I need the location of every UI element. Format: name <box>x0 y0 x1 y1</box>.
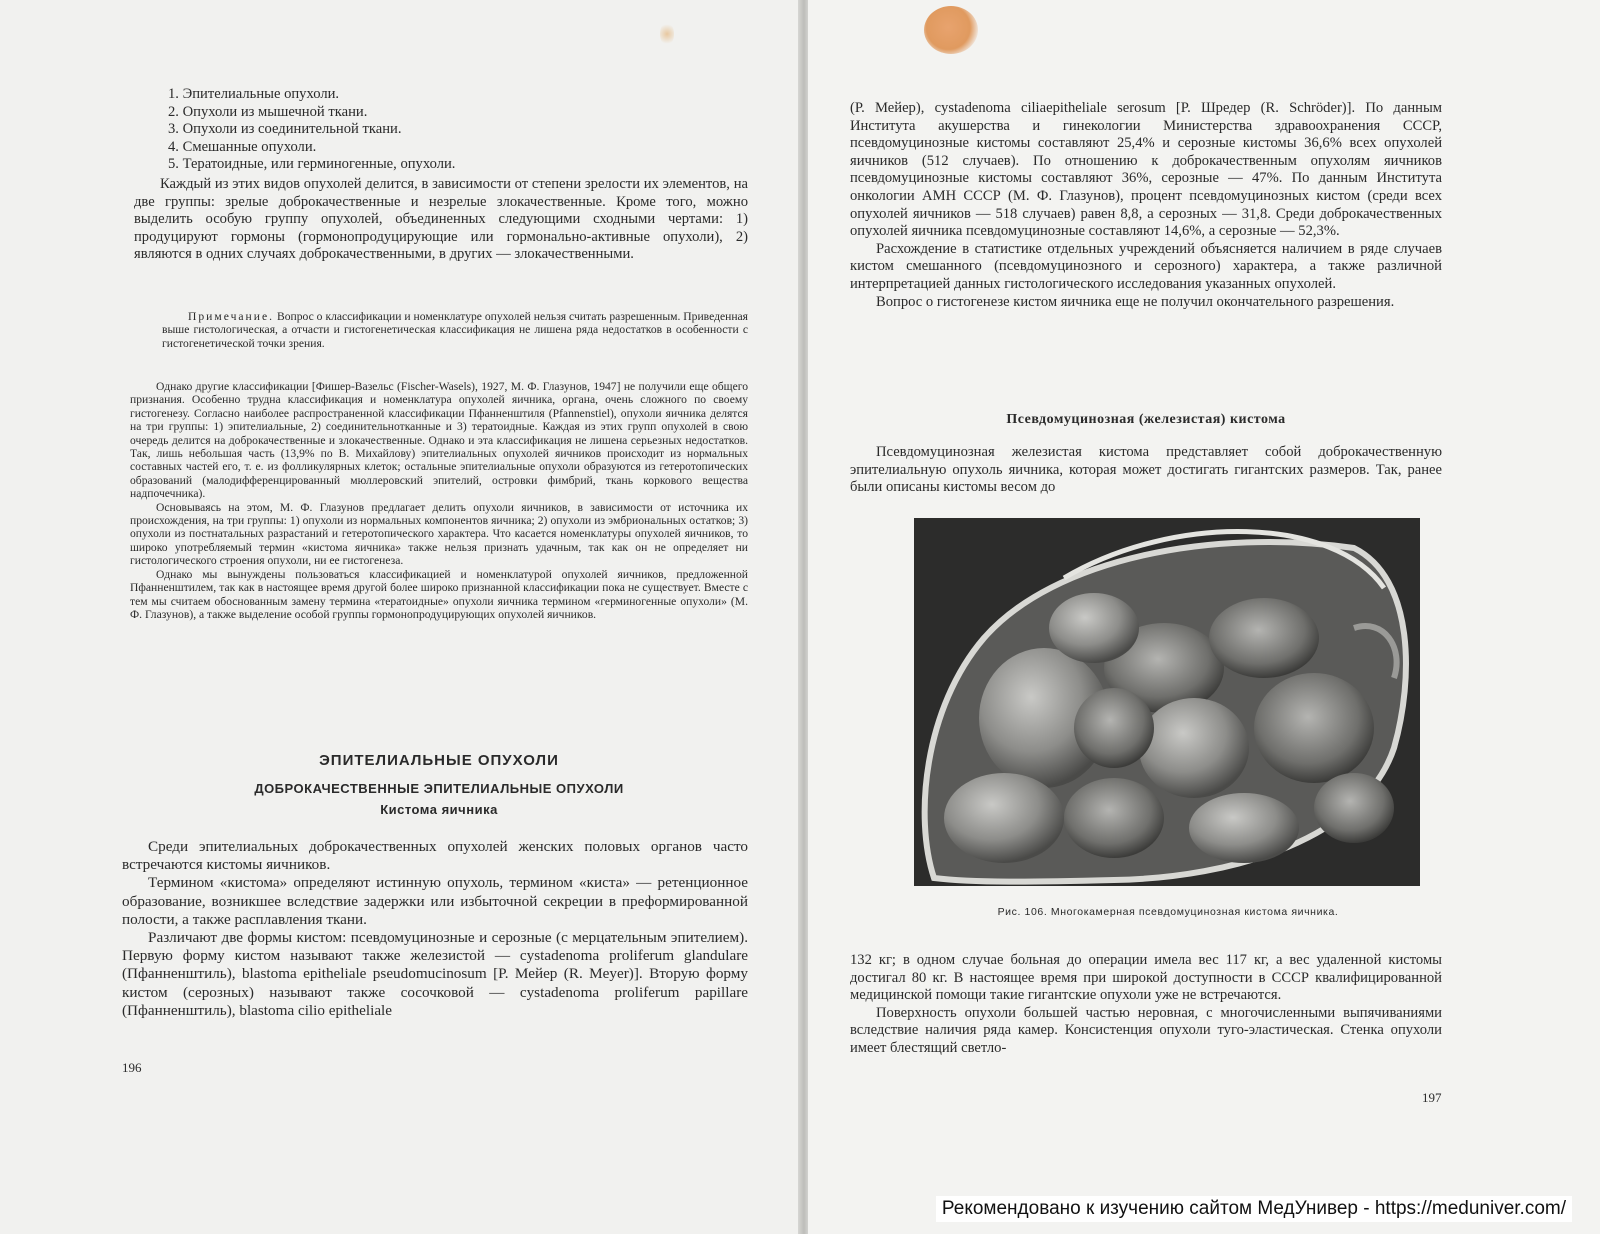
paragraph: Вопрос о гистогенезе кистом яичника еще не получил окончательного разрешения. <box>876 293 1395 310</box>
paragraph: 132 кг; в одном случае больная до операции имела вес 117 кг, а вес удаленной кистомы достигал 80 кг. В настоящее время при широкой доступности в СССР квалифицированной медицинской помощи такие гигантские опухоли уже не встречаются. <box>850 952 1442 1004</box>
paragraph: Различают две формы кистом: псевдомуцинозные и серозные (с мерцательным эпителием). Первую форму кистом называют также железистой — cystadenoma proliferum glandulare (Пфанненштиль), blastoma epitheliale pseudomucinosum [Р. Мейер (R. Meyer)]. Вторую форму кистом (серозных) называют также сосочковой — cystadenoma proliferum papillare (Пфанненштиль), blastoma cilio epitheliale <box>122 929 748 1019</box>
site-watermark: Рекомендовано к изучению сайтом МедУнивер - https://meduniver.com/ <box>936 1196 1572 1222</box>
note-paragraph <box>162 310 748 350</box>
figure-caption: Рис. 106. Многокамерная псевдомуцинозная кистома яичника. <box>997 906 1339 918</box>
paper-blot <box>660 22 674 46</box>
small-paragraph: Основываясь на этом, М. Ф. Глазунов предлагает делить опухоли яичников, в зависимости от источника их происхождения, на три группы: 1) опухоли из нормальных компонентов яичника; 2) опухоли из эмбриональных остатков; 3) опухоли из постнатальных разрастаний и гетеротопического характера. Что касается номенклатуры опухолей яичников, то широко употребляемый термин «кистома яичника» также нельзя признать удачным, так как он не определяет ни гистологического строения опухоли, ни ее гистогенеза. <box>130 500 748 568</box>
section-headings <box>130 752 748 817</box>
paragraph: Каждый из этих видов опухолей делится, в зависимости от степени зрелости их элементов, на две группы: зрелые доброкачественные и незрелые злокачественные. Кроме того, можно выделить особую группу опухолей, объединенных следующими сходными чертами: 1) продуцируют гормоны (гормонопродуцирующие или гормонально-активные опухоли), 2) являются в одних случаях доброкачественными, в других — злокачественными. <box>134 176 748 263</box>
subsection-heading: ДОБРОКАЧЕСТВЕННЫЕ ЭПИТЕЛИАЛЬНЫЕ ОПУХОЛИ <box>254 781 624 796</box>
section-heading: Псевдомуцинозная (железистая) кистома <box>1006 412 1286 427</box>
paragraph: (Р. Мейер), cystadenoma ciliaepitheliale serosum [Р. Шредер (R. Schröder)]. По данным Института акушерства и гинекологии Министерства здравоохранения СССР, псевдомуцинозные кистомы составляют 25,4% и серозные кистомы 36,6% всех опухолей яичников (512 случаев). По отношению к доброкачественным опухолям яичников псевдомуцинозные кистомы составляют 36%, серозные — 47%. По данным Института онкологии АМН СССР (М. Ф. Глазунов), процент псевдомуцинозных кистом (среди всех опухолей яичников — 518 случаев) равен 8,8, а серозных — 31,8. Среди доброкачественных опухолей яичника псевдомуцинозные составляют 14,6%, а серозные — 52,3%. <box>850 100 1442 240</box>
section-heading: ЭПИТЕЛИАЛЬНЫЕ ОПУХОЛИ <box>319 752 559 769</box>
topic-heading: Кистома яичника <box>380 802 498 817</box>
paragraph: Псевдомуцинозная железистая кистома представляет собой доброкачественную эпителиальную опухоль яичника, которая может достигать гигантских размеров. Так, ранее были описаны кистомы весом до <box>850 444 1442 496</box>
list-item: 4. Смешанные опухоли. <box>168 138 317 155</box>
tumor-types-list <box>168 86 748 174</box>
paragraph: Термином «кистома» определяют истинную опухоль, термином «киста» — ретенционное образование, возникшее вследствие задержки или избыточной секреции в преформированной полости, а также расплавления ткани. <box>122 874 748 928</box>
left-body-block <box>122 838 748 1020</box>
list-item: 5. Тератоидные, или герминогенные, опухоли. <box>168 156 456 173</box>
paragraph: Расхождение в статистике отдельных учреждений объясняется наличием в ряде случаев кистом смешанного (псевдомуцинозного и серозного) характера, а также различной интерпретацией данных гистологического исследования указанных опухолей. <box>850 240 1442 292</box>
right-body-block <box>850 952 1442 1058</box>
list-item: 2. Опухоли из мышечной ткани. <box>168 103 368 120</box>
right-text-block <box>850 100 1442 311</box>
paragraph: Поверхность опухоли большей частью неровная, с многочисленными выпячиваниями вследствие наличия ряда камер. Консистенция опухоли туго-эластическая. Стенка опухоли имеет блестящий светло- <box>850 1004 1442 1056</box>
cystoma-photo <box>914 518 1420 886</box>
list-item: 1. Эпителиальные опухоли. <box>168 86 340 102</box>
cystoma-illustration <box>914 518 1420 886</box>
left-text-block <box>134 176 748 264</box>
paragraph: Среди эпителиальных доброкачественных опухолей женских половых органов часто встречаются кистомы яичников. <box>122 838 748 874</box>
note-text: Вопрос о классификации и номенклатуре опухолей нельзя считать разрешенным. Приведенная выше гистологическая, а отчасти и гистогенетическая классификация не лишена ряда недостатков в особенности с гистогенетической точки зрения. <box>162 310 749 350</box>
note-block <box>162 310 748 350</box>
page-number: 196 <box>122 1060 142 1075</box>
note-label: Примечание. <box>188 310 274 323</box>
page-number: 197 <box>1422 1090 1442 1105</box>
right-intro-block <box>850 444 1442 497</box>
list-item: 3. Опухоли из соединительной ткани. <box>168 121 402 138</box>
paper-stain <box>924 6 978 54</box>
small-paragraph: Однако другие классификации [Фишер-Вазельс (Fischer-Wasels), 1927, М. Ф. Глазунов, 1947] не получили еще общего признания. Особенно трудна классификация и номенклатура опухолей яичника, органа, очень сложного по своему гистогенезу. Согласно наиболее распространенной классификации Пфанненштиля (Pfannenstiel), опухоли яичника делятся на три группы: 1) эпителиальные, 2) соединительнотканные и 3) тератоидные. Каждая из этих групп опухолей в свою очередь делится на доброкачественные и злокачественные. Однако и эта классификация не лишена серьезных недостатков. Так, лишь небольшая часть (13,9% по В. Михайлову) эпителиальных опухолей яичников происходит из нормальных составных частей его, т. е. из фолликулярных клеток; остальные эпителиальные опухоли образуются из гетеротопических образований (малодифференцированный мюллеровский эпителий, островки фимбрий, ткань коркового вещества надпочечника). <box>130 380 748 501</box>
small-paragraph: Однако мы вынуждены пользоваться классификацией и номенклатурой опухолей яичников, предложенной Пфанненштилем, так как в настоящее время другой более широко признанной классификации пока не существует. Вместе с тем мы считаем обоснованным замену термина «тератоидные» опухоли яичника термином «герминогенные опухоли» (М. Ф. Глазунов), а также выделение особой группы гормонопродуцирующих опухолей яичников. <box>130 567 748 621</box>
small-print-block <box>130 380 748 621</box>
